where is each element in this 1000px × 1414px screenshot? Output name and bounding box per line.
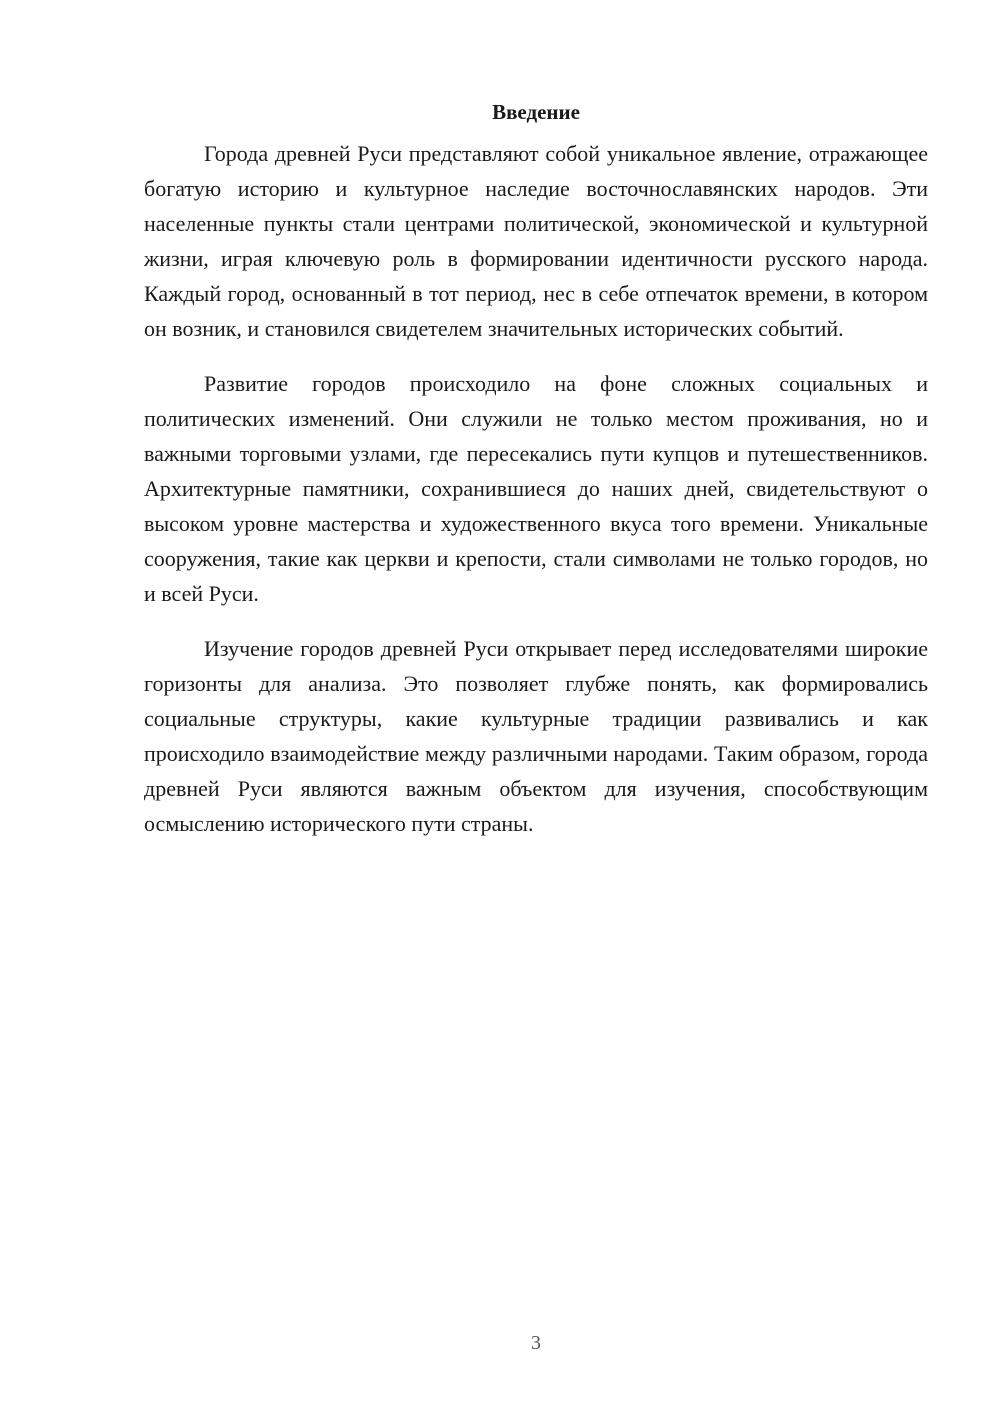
page-number: 3	[531, 1332, 541, 1354]
section-title: Введение	[492, 100, 580, 124]
paragraph-2: Развитие городов происходило на фоне сложных социальных и политических изменений. Они служили не только местом проживания, но и важными торговыми узлами, где пересекались пути купцов и путешественников. Архитектурные памятники, сохранившиеся до наших дней, свидетельствуют о высоком уровне мастерства и художественного вкуса того времени. Уникальные сооружения, такие как церкви и крепости, стали символами не только городов, но и всей Руси.	[144, 371, 928, 606]
paragraph-1: Города древней Руси представляют собой уникальное явление, отражающее богатую историю и культурное наследие восточнославянских народов. Эти населенные пункты стали центрами политической, экономической и культурной жизни, играя ключевую роль в формировании идентичности русского народа. Каждый город, основанный в тот период, нес в себе отпечаток времени, в котором он возник, и становился свидетелем значительных исторических событий.	[144, 141, 928, 341]
page-content	[144, 96, 928, 861]
paragraph-3: Изучение городов древней Руси открывает перед исследователями широкие горизонты для анализа. Это позволяет глубже понять, как формировались социальные структуры, какие культурные традиции развивались и как происходило взаимодействие между различными народами. Таким образом, города древней Руси являются важным объектом для изучения, способствующим осмыслению исторического пути страны.	[144, 636, 928, 836]
